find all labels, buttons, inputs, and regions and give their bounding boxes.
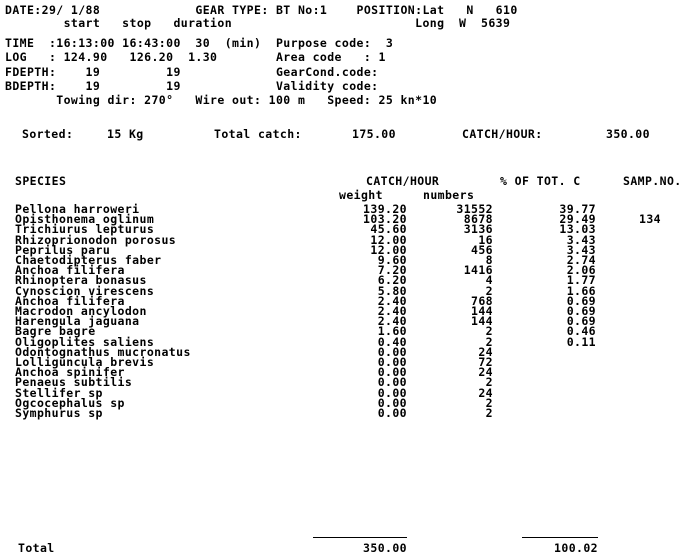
weight-value: 0.40 — [377, 335, 407, 349]
percent-value: 1.66 — [566, 284, 596, 298]
species-name: Lolliguncula brevis — [15, 355, 155, 369]
numbers-value: 3136 — [463, 222, 493, 236]
weight-value: 103.20 — [363, 212, 407, 226]
numbers-value: 72 — [478, 355, 493, 369]
species-name: Trichiurus lepturus — [15, 222, 155, 236]
weight-value: 2.40 — [377, 304, 407, 318]
weight-value: 0.00 — [377, 345, 407, 359]
weight-value: 0.00 — [377, 355, 407, 369]
total-label: Total — [18, 541, 55, 555]
species-name: Anchoa filifera — [15, 263, 125, 277]
sample-column-header: SAMP.NO. — [623, 174, 682, 188]
total-percent: 100.02 — [554, 541, 598, 555]
numbers-subheader: numbers — [423, 188, 475, 202]
percent-value: 2.06 — [566, 263, 596, 277]
species-name: Penaeus subtilis — [15, 375, 133, 389]
weight-total-rule — [313, 537, 407, 538]
weight-value: 2.40 — [377, 294, 407, 308]
sorted-label: Sorted: — [22, 127, 74, 141]
weight-value: 5.80 — [377, 284, 407, 298]
weight-value: 45.60 — [370, 222, 407, 236]
weight-value: 7.20 — [377, 263, 407, 277]
percent-value: 0.69 — [566, 294, 596, 308]
percent-value: 1.77 — [566, 273, 596, 287]
header-line: Towing dir: 270° Wire out: 100 m Speed: 25 kn*10 — [5, 93, 438, 107]
numbers-value: 8678 — [463, 212, 493, 226]
percent-value: 0.46 — [566, 324, 596, 338]
species-name: Oligoplites saliens — [15, 335, 155, 349]
weight-value: 12.00 — [370, 243, 407, 257]
percent-value: 2.74 — [566, 253, 596, 267]
total-weight: 350.00 — [363, 541, 407, 555]
species-name: Opisthonema oglinum — [15, 212, 155, 226]
species-name: Symphurus sp — [15, 406, 103, 420]
species-name: Peprilus paru — [15, 243, 111, 257]
weight-subheader: weight — [339, 188, 383, 202]
percent-value: 0.11 — [566, 335, 596, 349]
species-name: Odontognathus mucronatus — [15, 345, 191, 359]
numbers-value: 24 — [478, 386, 493, 400]
species-name: Ogcocephalus sp — [15, 396, 125, 410]
weight-value: 0.00 — [377, 386, 407, 400]
numbers-value: 144 — [471, 304, 493, 318]
total-catch-value: 175.00 — [352, 127, 396, 141]
percent-value: 3.43 — [566, 233, 596, 247]
numbers-value: 2 — [485, 284, 493, 298]
species-name: Bagre bagre — [15, 324, 96, 338]
numbers-value: 2 — [485, 396, 493, 410]
numbers-value: 24 — [478, 365, 493, 379]
numbers-value: 144 — [471, 314, 493, 328]
numbers-value: 456 — [471, 243, 493, 257]
weight-value: 0.00 — [377, 396, 407, 410]
percent-value: 39.77 — [559, 202, 596, 216]
weight-value: 139.20 — [363, 202, 407, 216]
header-line: LOG : 124.90 126.20 1.30 Area code : 1 — [5, 50, 386, 64]
header-line: TIME :16:13:00 16:43:00 30 (min) Purpose code: 3 — [5, 36, 394, 50]
weight-value: 0.00 — [377, 375, 407, 389]
numbers-value: 2 — [485, 406, 493, 420]
numbers-value: 8 — [485, 253, 493, 267]
sorted-value: 15 Kg — [107, 127, 144, 141]
catch-hour-label: CATCH/HOUR: — [462, 127, 543, 141]
species-name: Harengula jaguana — [15, 314, 140, 328]
species-name: Cynoscion virescens — [15, 284, 155, 298]
header-line: start stop duration Long W 5639 — [5, 16, 511, 30]
percent-value: 0.69 — [566, 304, 596, 318]
species-name: Macrodon ancylodon — [15, 304, 147, 318]
species-name: Rhizoprionodon porosus — [15, 233, 177, 247]
weight-value: 12.00 — [370, 233, 407, 247]
species-column-header: SPECIES — [15, 174, 67, 188]
header-line: DATE:29/ 1/88 GEAR TYPE: BT No:1 POSITION:Lat N 610 — [5, 3, 518, 17]
numbers-value: 2 — [485, 335, 493, 349]
species-name: Anchoa spinifer — [15, 365, 125, 379]
numbers-value: 24 — [478, 345, 493, 359]
species-name: Pellona harroweri — [15, 202, 140, 216]
header-line: BDEPTH: 19 19 Validity code: — [5, 79, 379, 93]
percent-value: 13.03 — [559, 222, 596, 236]
weight-value: 9.60 — [377, 253, 407, 267]
numbers-value: 31552 — [456, 202, 493, 216]
numbers-value: 2 — [485, 324, 493, 338]
percent-value: 0.69 — [566, 314, 596, 328]
numbers-value: 768 — [471, 294, 493, 308]
numbers-value: 4 — [485, 273, 493, 287]
numbers-value: 1416 — [463, 263, 493, 277]
numbers-value: 2 — [485, 375, 493, 389]
catch-hour-value: 350.00 — [606, 127, 650, 141]
total-catch-label: Total catch: — [214, 127, 302, 141]
weight-value: 0.00 — [377, 365, 407, 379]
species-name: Chaetodipterus faber — [15, 253, 162, 267]
percent-value: 3.43 — [566, 243, 596, 257]
species-name: Rhinoptera bonasus — [15, 273, 147, 287]
weight-value: 2.40 — [377, 314, 407, 328]
numbers-value: 16 — [478, 233, 493, 247]
catch-hour-column-header: CATCH/HOUR — [366, 174, 440, 188]
percent-column-header: % OF TOT. C — [500, 174, 581, 188]
species-name: Anchoa filifera — [15, 294, 125, 308]
sample-number: 134 — [639, 212, 661, 226]
weight-value: 0.00 — [377, 406, 407, 420]
percent-total-rule — [522, 537, 598, 538]
weight-value: 1.60 — [377, 324, 407, 338]
percent-value: 29.49 — [559, 212, 596, 226]
species-name: Stellifer sp — [15, 386, 103, 400]
weight-value: 6.20 — [377, 273, 407, 287]
header-line: FDEPTH: 19 19 GearCond.code: — [5, 65, 379, 79]
